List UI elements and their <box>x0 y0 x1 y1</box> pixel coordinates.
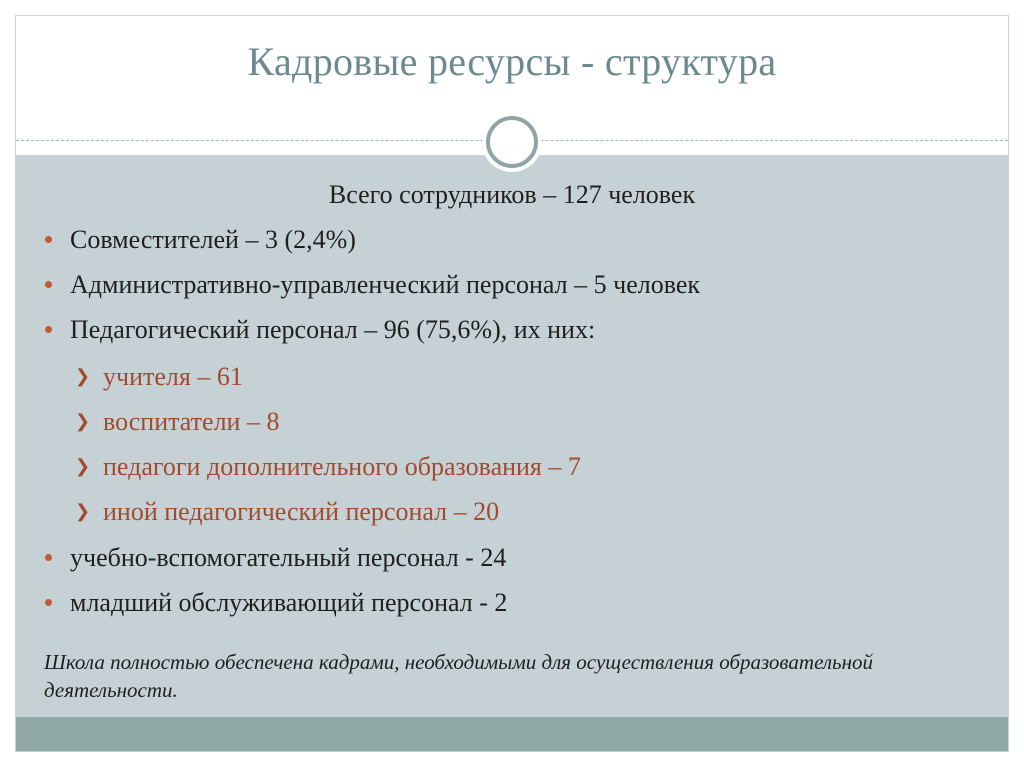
sub-bullet-other-teaching <box>75 497 499 527</box>
conclusion-text: Школа полностью обеспечена кадрами, необходимыми для осуществления образовательной деятельности. <box>44 650 873 702</box>
bullet-item-administration <box>45 270 700 300</box>
bullet-dot-icon <box>45 281 52 288</box>
bullet-dot-icon <box>45 236 52 243</box>
staff-total: Всего сотрудников – 127 человек <box>328 180 696 209</box>
bullet-text: Педагогический персонал – 96 (75,6%), их них: <box>70 315 596 344</box>
sub-bullet-additional-education <box>75 452 581 482</box>
sub-bullet-text: учителя – 61 <box>103 362 243 391</box>
bullet-dot-icon <box>45 554 52 561</box>
sub-bullet-text: иной педагогический персонал – 20 <box>103 497 500 526</box>
bullet-item-teaching-staff <box>45 315 595 345</box>
bullet-item-part-time <box>45 225 356 255</box>
bullet-dot-icon <box>45 599 52 606</box>
sub-bullet-educators <box>75 407 279 437</box>
circle-ornament-icon <box>480 110 544 174</box>
sub-bullet-text: педагоги дополнительного образования – 7 <box>103 452 581 481</box>
bullet-text: Совместителей – 3 (2,4%) <box>70 225 356 254</box>
sub-bullet-text: воспитатели – 8 <box>103 407 280 436</box>
bullet-dot-icon <box>45 326 52 333</box>
chevron-right-icon: ❯ <box>75 456 91 476</box>
bullet-text: Административно-управленческий персонал – 5 человек <box>70 270 701 299</box>
chevron-right-icon: ❯ <box>75 411 91 431</box>
chevron-right-icon: ❯ <box>75 366 91 386</box>
sub-bullet-teachers <box>75 362 243 392</box>
bullet-text: учебно-вспомогательный персонал - 24 <box>70 543 507 572</box>
slide-title: Кадровые ресурсы - структура <box>247 39 777 84</box>
bullet-text: младший обслуживающий персонал - 2 <box>70 588 508 617</box>
bullet-item-support-staff <box>45 543 506 573</box>
bullet-item-service-staff <box>45 588 507 618</box>
bottom-band <box>16 717 1008 751</box>
chevron-right-icon: ❯ <box>75 501 91 521</box>
